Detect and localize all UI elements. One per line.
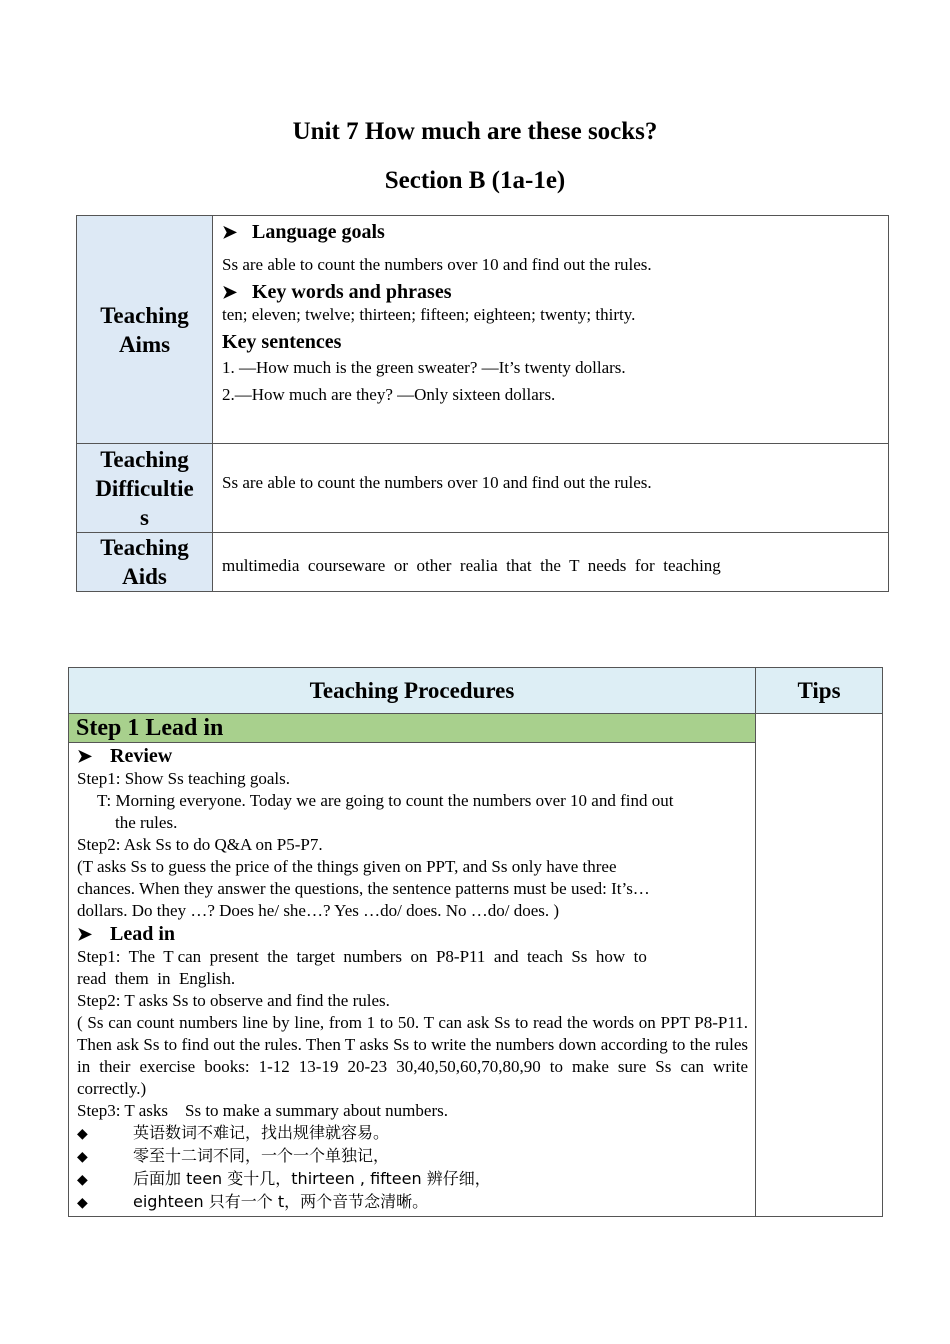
label-line: Teaching	[100, 446, 189, 472]
label-line: Aids	[122, 564, 167, 589]
diamond-bullet-icon: ◆	[77, 1195, 88, 1211]
teaching-aims-table	[76, 215, 889, 592]
diamond-bullet-icon: ◆	[77, 1149, 88, 1165]
teaching-difficulties-label	[77, 444, 213, 533]
key-words-text: ten; eleven; twelve; thirteen; fifteen; eighteen; twenty; thirty.	[222, 305, 636, 324]
proc-line: Step1: The T can present the target numbers on P8-P11 and teach Ss how to	[77, 947, 647, 966]
summary-bullet: ◆ 零至十二词不同，一个一个单独记，	[77, 1145, 748, 1168]
label-line: Aims	[118, 331, 171, 357]
procedures-header: Teaching Procedures	[69, 668, 756, 714]
teaching-aids-content	[213, 533, 889, 592]
language-goals-text: Ss are able to count the numbers over 10 and find out the rules.	[222, 255, 652, 274]
proc-line: the rules.	[115, 813, 178, 832]
proc-line: dollars. Do they …? Does he/ she…? Yes …do/ does. No …do/ does. )	[77, 901, 560, 920]
tips-cell	[756, 714, 883, 1217]
label-line: Teaching	[100, 535, 189, 560]
language-goals-heading: ➤ Language goals	[222, 221, 385, 243]
key-words-heading: ➤ Key words and phrases	[222, 281, 452, 303]
arrow-bullet-icon: ➤	[77, 924, 93, 944]
teaching-aids-label	[77, 533, 213, 592]
proc-line: Step1: Show Ss teaching goals.	[77, 769, 290, 788]
arrow-bullet-icon: ➤	[222, 282, 238, 302]
teaching-aims-label	[77, 216, 213, 444]
diamond-bullet-icon: ◆	[77, 1172, 88, 1188]
arrow-bullet-icon: ➤	[77, 746, 93, 766]
key-sentences-heading: Key sentences	[222, 331, 342, 353]
teaching-aims-content	[213, 216, 889, 444]
tips-header: Tips	[756, 668, 883, 714]
proc-line: Step2: T asks Ss to observe and find the rules.	[77, 991, 390, 1010]
proc-line: chances. When they answer the questions, the sentence patterns must be used: It’s…	[77, 879, 650, 898]
summary-bullet: ◆ 英语数词不难记，找出规律就容易。	[77, 1122, 748, 1145]
key-sentence-2: 2.—How much are they? —Only sixteen dollars.	[222, 385, 556, 404]
page-subtitle: Section B (1a-1e)	[384, 167, 566, 194]
proc-line: Step3: T asks Ss to make a summary about numbers.	[77, 1101, 448, 1120]
summary-bullet: ◆ eighteen 只有一个 t，两个音节念清晰。	[77, 1191, 748, 1214]
teaching-difficulties-content	[213, 444, 889, 533]
proc-line: Step2: Ask Ss to do Q&A on P5-P7.	[77, 835, 323, 854]
teaching-procedures-table	[68, 667, 883, 1217]
step-1-body	[69, 743, 756, 1217]
arrow-bullet-icon: ➤	[222, 222, 238, 242]
review-heading: ➤ Review	[77, 745, 173, 767]
aids-text: multimedia courseware or other realia that the T needs for teaching	[222, 556, 721, 575]
proc-paragraph: ( Ss can count numbers line by line, from 1 to 50. T can ask Ss to read the words on PPT P8-P11. Then ask Ss to find out the rules. Then T asks Ss to write the numbers down according to the rules in their exercise books: 1-12 13-19 20-23 30,40,50,60,70,80,90 to make sure Ss can write correctly.)	[77, 1013, 748, 1098]
label-line: s	[140, 504, 149, 530]
label-line: Difficultie	[95, 475, 194, 501]
label-line: Teaching	[100, 302, 189, 328]
page-title: Unit 7 How much are these socks?	[292, 118, 658, 145]
proc-line: read them in English.	[77, 969, 236, 988]
diamond-bullet-icon: ◆	[77, 1126, 88, 1142]
key-sentence-1: 1. —How much is the green sweater? —It’s twenty dollars.	[222, 358, 626, 377]
step-1-title: Step 1 Lead in	[69, 714, 756, 743]
proc-line: T: Morning everyone. Today we are going to count the numbers over 10 and find out	[97, 791, 674, 810]
lead-in-heading: ➤ Lead in	[77, 923, 176, 945]
difficulties-text: Ss are able to count the numbers over 10 and find out the rules.	[222, 473, 652, 492]
summary-bullet: ◆ 后面加 teen 变十几，thirteen , fifteen 辨仔细，	[77, 1168, 748, 1191]
proc-line: (T asks Ss to guess the price of the things given on PPT, and Ss only have three	[77, 857, 617, 876]
